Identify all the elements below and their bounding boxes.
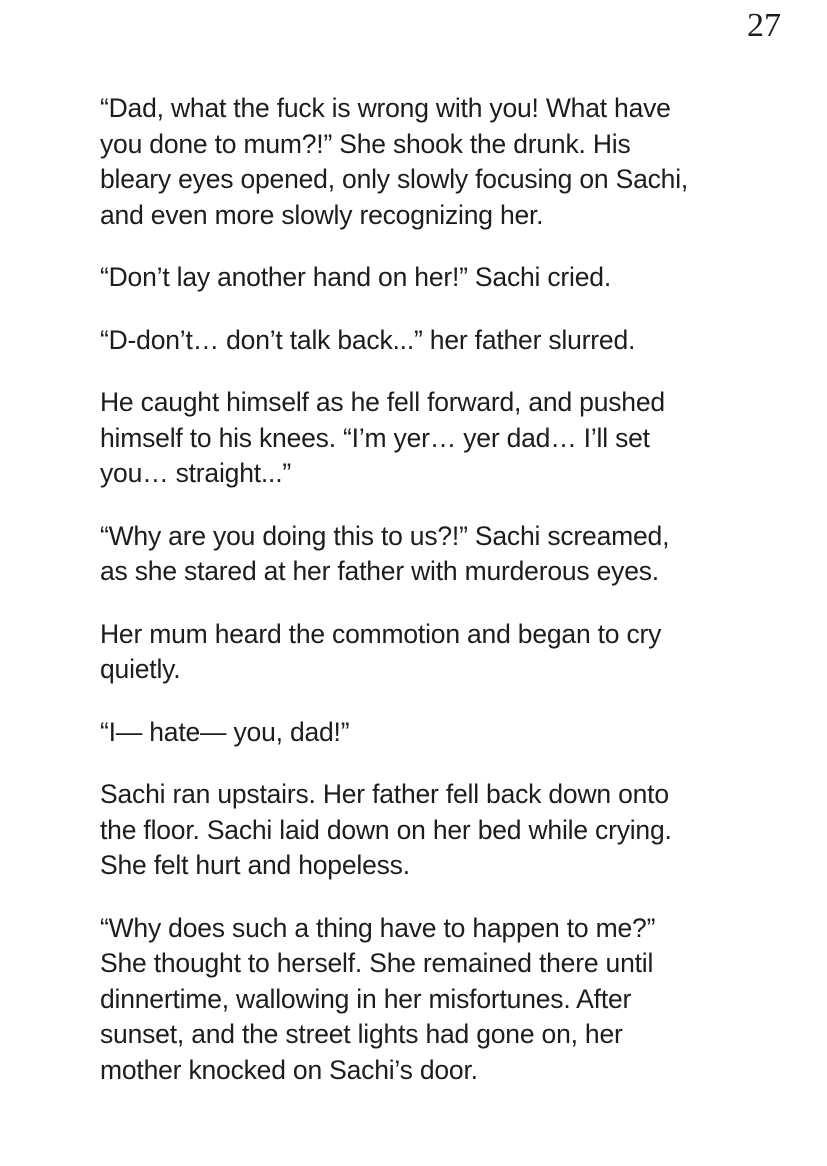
text-line: “D-don’t… don’t talk back...” her father slurred. bbox=[100, 324, 636, 355]
page-content bbox=[100, 91, 750, 1115]
text-line: sunset, and the street lights had gone on, her bbox=[100, 1019, 623, 1049]
text-line: She thought to herself. She remained there until bbox=[100, 948, 654, 978]
text-line: the floor. Sachi laid down on her bed while crying. bbox=[100, 814, 672, 845]
text-line: Sachi ran upstairs. Her father fell back down onto bbox=[100, 779, 669, 809]
text-line: and even more slowly recognizing her. bbox=[100, 199, 544, 230]
paragraph bbox=[100, 385, 750, 492]
text-line: dinnertime, wallowing in her misfortunes. After bbox=[100, 983, 632, 1014]
paragraph bbox=[100, 323, 750, 359]
text-line: quietly. bbox=[100, 654, 181, 684]
text-line: bleary eyes opened, only slowly focusing on Sachi, bbox=[100, 164, 689, 194]
text-line: “Why are you doing this to us?!” Sachi screamed, bbox=[100, 520, 670, 551]
paragraph bbox=[100, 777, 750, 884]
text-line: Her mum heard the commotion and began to cry bbox=[100, 618, 662, 649]
paragraph bbox=[100, 715, 750, 751]
paragraph bbox=[100, 260, 750, 296]
text-line: She felt hurt and hopeless. bbox=[100, 850, 410, 880]
text-line: “Dad, what the fuck is wrong with you! What have bbox=[100, 93, 671, 123]
text-line: He caught himself as he fell forward, and pushed bbox=[100, 387, 665, 417]
text-line: you… straight...” bbox=[100, 458, 292, 488]
text-line: mother knocked on Sachi’s door. bbox=[100, 1054, 478, 1085]
paragraph bbox=[100, 91, 750, 233]
paragraph bbox=[100, 911, 750, 1089]
text-line: you done to mum?!” She shook the drunk. His bbox=[100, 128, 631, 159]
text-line: “Don’t lay another hand on her!” Sachi cried. bbox=[100, 262, 611, 292]
text-line: “I— hate— you, dad!” bbox=[100, 716, 350, 747]
text-line: “Why does such a thing have to happen to me?” bbox=[100, 912, 656, 943]
text-line: himself to his knees. “I’m yer… yer dad… I’ll set bbox=[100, 422, 650, 453]
paragraph bbox=[100, 519, 750, 590]
text-line: as she stared at her father with murderous eyes. bbox=[100, 556, 659, 586]
paragraph bbox=[100, 617, 750, 688]
page-number: 27 bbox=[747, 7, 781, 44]
